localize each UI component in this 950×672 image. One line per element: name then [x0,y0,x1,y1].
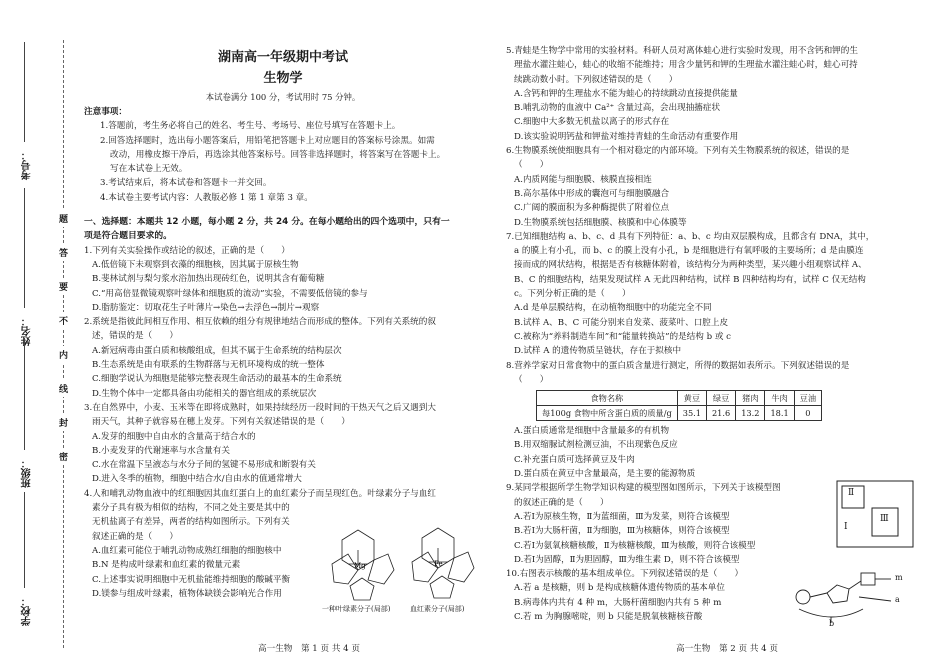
table-header-cell: 牛肉 [765,391,794,406]
question-line: c。下列分析正确的是（ ） [514,289,631,300]
option-line: D.试样 A 的遗传物质呈链状，存在于拟核中 [514,346,682,357]
seal-char: 封 [58,414,69,431]
nucleotide-figure [793,567,911,629]
page-footer-left: 高一生物 第 1 页 共 4 页 [258,644,360,654]
option-line: C.被称为“养料制造车间”和“能量转换站”的是结构 b 或 c [514,331,731,342]
question-line: 5.青蛙是生物学中常用的实验材料。科研人员对离体蛙心进行实验时发现，用不含钙和钾的生 [506,46,858,56]
school-field: 学校： [20,596,35,626]
question-line: 2.系统是指彼此间相互作用、相互依赖的组分有规律地结合而形成的整体。下列有关系统的叙 [84,317,436,328]
question-line: 接而成的网状结构，根据是否有核糖体附着，该结构分为两种类型，某兴趣小组观察试样 A、 [514,260,867,271]
table-header-cell: 食物名称 [537,391,678,406]
option-line: B.哺乳动物的血液中 Ca²⁺ 含量过高，会出现抽搐症状 [514,103,721,114]
question-line: 无机盐离子有差异，两者的结构如图所示。下列有关 [92,517,290,528]
table-cell: 35.1 [677,406,706,421]
notice-line: 改动，用橡皮擦干净后，再选涂其他答案标号。回答非选择题时，将答案写在答题卡上。 [110,149,446,160]
seal-char: 密 [58,448,69,465]
question-line: 3.在自然界中，小麦、玉米等在即将成熟时，如果持续经历一段时间的干热天气之后又遇到大 [84,402,436,413]
seal-char: 题 [58,210,69,227]
left-column [84,44,482,601]
option-line: D.镁参与组成叶绿素，植物体缺镁会影响光合作用 [92,588,282,599]
seal-char: 不 [58,312,69,329]
seal-char: 内 [58,346,69,363]
option-line: B.用双缩脲试剂检测豆油，不出现紫色反应 [514,440,678,451]
section-heading: 一、选择题：本题共 12 小题，每小题 2 分，共 24 分。在每小题给出的四个选项中，只有一 [84,217,450,228]
option-line: A.新冠病毒由蛋白质和核酸组成，但其不属于生命系统的结构层次 [92,345,342,356]
option-line: D.蛋白质在黄豆中含量最高，是主要的能源物质 [514,469,696,480]
question-line: 10.右图表示核酸的基本组成单位。下列叙述错误的是（ ） [506,569,744,580]
option-line: B.N 是构成叶绿素和血红素的微量元素 [92,560,241,571]
table-cell: 18.1 [765,406,794,421]
set-label-II: Ⅱ [848,488,855,498]
option-line: B.生态系统是由有联系的生物群落与无机环境构成的统一整体 [92,360,325,371]
set-label-III: Ⅲ [880,514,889,524]
option-line: D.若Ⅰ为固醇，Ⅱ为胆固醇，Ⅲ为维生素 D，则不符合该模型 [514,554,740,565]
option-line: C.细胞中大多数无机盐以离子的形式存在 [514,117,670,128]
question-line: 6.生物膜系统使细胞具有一个相对稳定的内部环境。下列有关生物膜系统的叙述，错误的是 [506,146,850,157]
table-row [537,406,822,421]
option-line: B.试样 A、B、C 可能分别来自发菜、菠菜叶、口腔上皮 [514,317,729,328]
option-line: A.含钙和钾的生理盐水不能为蛙心的持续跳动直接提供能量 [514,88,738,99]
binding-margin [0,0,78,672]
option-line: C.水在常温下呈液态与水分子间的氢键不易形成和断裂有关 [92,460,316,471]
option-line: A.蛋白质通常是细胞中含量最多的有机物 [514,426,670,437]
heme-caption: 血红素分子(局部) [410,605,465,613]
notice-line: 4.本试卷主要考试内容：人教版必修 1 第 1 章第 3 章。 [100,192,313,203]
option-line: D.生物个体中一定都具备由功能相关的器官组成的系统层次 [92,388,317,399]
table-header-cell: 豆油 [794,391,821,406]
porphyrin-figure [322,520,482,616]
porphyrin-diagram [322,520,482,604]
option-line: D.脂肪鉴定：切取花生子叶薄片→染色→去浮色→制片→观察 [92,302,320,313]
question-line: a 的膜上有小孔，而 b、c 的膜上没有小孔，b 是细胞进行有氧呼吸的主要场所；d 是由膜连 [514,246,864,257]
page-footer-right: 高一生物 第 2 页 共 4 页 [676,644,778,654]
set-model-figure [836,480,916,550]
table-cell: 21.6 [706,406,735,421]
question-line: 雨天气，其种子就容易在穗上发芽。下列有关叙述错误的是（ ） [92,417,350,428]
notice-line: 2.回答选择题时，选出每小题答案后，用铅笔把答题卡上对应题目的答案标号涂黑。如需 [100,135,435,146]
question-line: 素分子具有极为相似的结构，不同之处主要是其中的 [92,503,290,514]
exam-meta: 本试卷满分 100 分，考试用时 75 分钟。 [205,92,361,102]
notice-heading: 注意事项： [84,107,127,117]
option-line: A.低倍镜下未观察到衣藻的细胞核，因其属于原核生物 [92,259,299,270]
option-line: D.进入冬季的植物，细胞中结合水/自由水的值通常增大 [92,474,302,485]
question-line: 述，错误的是（ ） [92,331,178,342]
notice-line: 写在本试卷上无效。 [110,164,188,175]
subject-title: 生物学 [263,71,303,86]
option-line: C.上述事实说明细胞中无机盐能维持细胞的酸碱平衡 [92,574,291,585]
label-m: m [895,573,903,582]
chlorophyll-caption: 一种叶绿素分子(局部) [322,605,391,613]
nucleotide-diagram [793,567,911,629]
option-line: A.d 是单层膜结构，在动植物细胞中的功能完全不同 [514,303,712,314]
question-line: （ ） [514,374,549,385]
option-line: A.发芽的细胞中自由水的含量高于结合水的 [92,431,256,442]
option-line: B.病毒体内共有 4 种 m，大肠杆菌细胞内共有 5 种 m [514,597,722,608]
svg-text:Fe: Fe [434,560,443,568]
question-line: B、C 的细胞结构，结果发现试样 A 无此四种结构，试样 B 四种结构均有，试样 C 仅无结构 [514,274,866,285]
question-line: 9.某同学根据所学生物学知识构建的模型图如图所示，下列关于该模型图 [506,483,781,494]
exam-title: 湖南高一年级期中考试 [217,50,348,65]
option-line: C.补充蛋白质可选择黄豆及牛肉 [514,454,635,465]
notice-line: 1.答题前，考生务必将自己的姓名、考生号、考场号、座位号填写在答题卡上。 [100,121,401,132]
question-line: 4.人和哺乳动物血液中的红细胞因其血红蛋白上的血红素分子而呈现红色。叶绿素分子与血红 [84,488,436,499]
question-line: 的叙述正确的是（ ） [514,497,609,508]
option-line: A.若Ⅰ为原核生物，Ⅱ为蓝细菌，Ⅲ为发菜，则符合该模型 [514,511,730,522]
exam-number-field: 考号： [20,150,35,180]
question-line: （ ） [514,160,549,171]
section-heading-cont: 项是符合题目要求的。 [84,231,172,242]
protein-table [536,390,822,421]
question-line: 续跳动数小时。下列叙述错误的是（ ） [514,74,678,85]
option-line: B.斐林试剂与梨匀浆水浴加热出现砖红色，说明其含有葡萄糖 [92,274,325,285]
question-line: 理盐水灌注蛙心，蛙心的收缩不能维持；用含少量钙和钾的生理盐水灌注蛙心时，蛙心可持 [514,60,858,71]
option-line: D.生物膜系统包括细胞膜、核膜和中心体膜等 [514,217,687,228]
cut-line [63,40,64,648]
table-header-cell: 黄豆 [677,391,706,406]
seal-char: 要 [58,278,69,295]
option-line: A.内质网能与细胞膜、核膜直接相连 [514,174,652,185]
question-line: 1.下列有关实验操作或结论的叙述，正确的是（ ） [84,245,290,256]
table-cell: 每100g 食物中所含蛋白质的质量/g [537,406,678,421]
option-line: C.若Ⅰ为氨氧核糖核酸，Ⅱ为核糖核酸，Ⅲ为核酸，则符合该模型 [514,540,756,551]
set-label-I: Ⅰ [844,522,848,532]
option-line: A.血红素可能位于哺乳动物成熟红细胞的细胞核中 [92,545,282,556]
table-header-cell: 猪肉 [736,391,765,406]
option-line: D.该实验说明钙盐和钾盐对维持青蛙的生命活动有重要作用 [514,131,739,142]
table-header-cell: 绿豆 [706,391,735,406]
option-line: B.若Ⅰ为大肠杆菌，Ⅱ为细胞，Ⅲ为核糖体，则符合该模型 [514,526,730,537]
option-line: B.高尔基体中形成的囊泡可与细胞膜融合 [514,188,670,199]
question-line: 7.已知细胞结构 a、b、c、d 具有下列特征：a、b、c 均由双层膜构成，且都含有 DNA，其中， [506,231,875,242]
question-line: 叙述正确的是（ ） [92,531,178,542]
option-line: C.“用高倍显微镜观察叶绿体和细胞质的流动”实验，不需要低倍镜的参与 [92,288,368,299]
label-b: b [829,619,835,628]
seal-char: 线 [58,380,69,397]
table-row [537,391,822,406]
class-field: 班级： [20,458,35,488]
option-line: C.广阔的膜面积为多种酶提供了附着位点 [514,203,670,214]
option-line: A.若 a 是核糖，则 b 是构成核糖体遗传物质的基本单位 [514,583,725,594]
label-a: a [895,595,900,604]
seal-char: 答 [58,244,69,261]
question-line: 8.营养学家对日常食物中的蛋白质含量进行测定，所得的数据如表所示。下列叙述错误的是 [506,360,850,371]
table-cell: 13.2 [736,406,765,421]
option-line: C.若 m 为胸腺嘧啶，则 b 只能是脱氧核糖核苷酸 [514,611,703,622]
option-line: B.小麦发芽的代谢速率与水含量有关 [92,445,230,456]
svg-text:Mg: Mg [354,562,366,570]
option-line: C.细胞学说认为细胞是能够完整表现生命活动的最基本的生命系统 [92,374,342,385]
table-cell: 0 [794,406,821,421]
notice-line: 3.考试结束后，将本试卷和答题卡一并交回。 [100,178,272,189]
name-field: 姓名： [20,316,35,346]
